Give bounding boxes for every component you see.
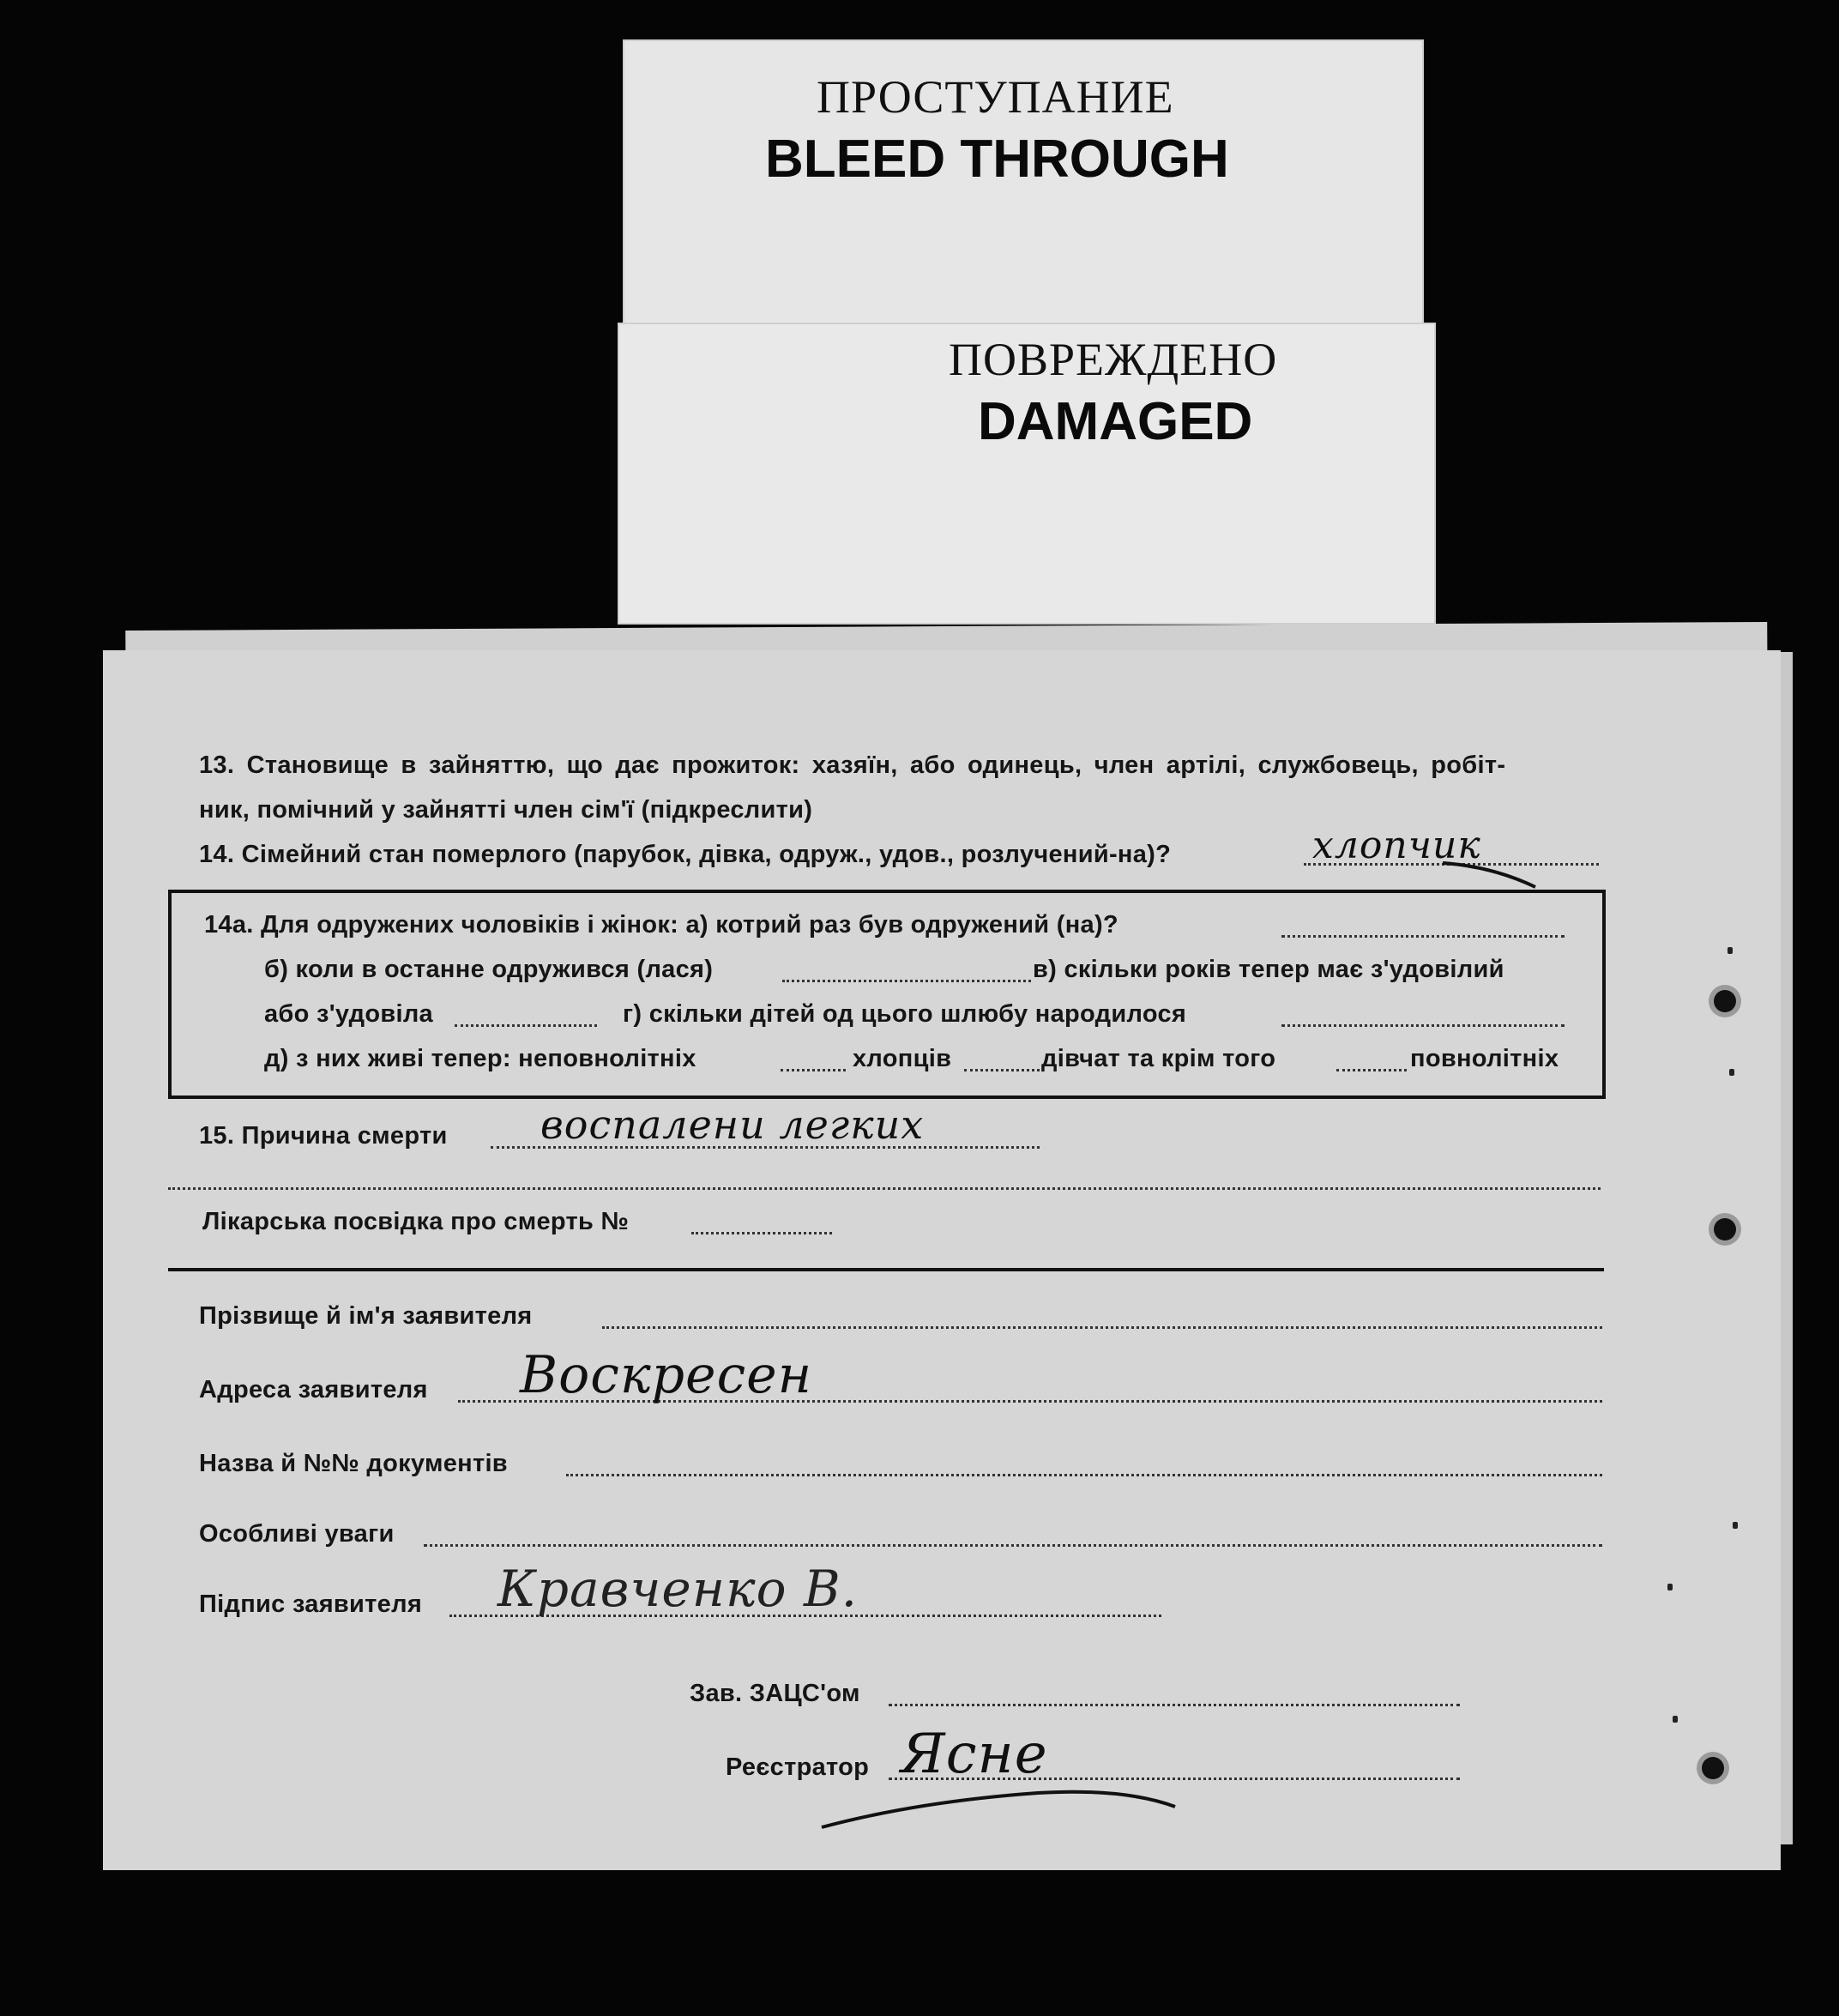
speck	[1673, 1716, 1678, 1723]
q14a-v-label: в) скільки років тепер має з'удовілий	[1033, 956, 1504, 983]
q14a-v2-label: або з'удовіла	[264, 1000, 433, 1028]
q14-marital-status: 14. Сімейний стан померлого (парубок, дівка, одруж., удов., розлучений-на)?	[199, 841, 1172, 868]
registrar-signature-handwritten: Ясне	[901, 1723, 1048, 1786]
punch-hole	[1702, 1757, 1724, 1779]
remarks-line	[424, 1544, 1602, 1547]
q13-line1: 13. Становище в зайняттю, що дає прожиток: хазяїн, або одинець, член артілі, службовець, робіт-	[199, 751, 1506, 779]
bleed-through-card	[623, 39, 1424, 324]
q15-extra-line	[168, 1187, 1601, 1190]
documents-line	[566, 1474, 1602, 1476]
documents-label: Назва й №№ документів	[199, 1450, 508, 1477]
registrar-signature-flourish	[815, 1767, 1184, 1836]
q14a-g-answer-line	[1281, 1024, 1565, 1027]
bleed-through-label-ru: ПРОСТУПАНИЕ	[817, 71, 1174, 123]
q14a-b-label: б) коли в останне одружився (лася)	[264, 956, 714, 983]
q14-answer-handwritten: хлопчик	[1312, 824, 1481, 867]
q14a-girls-line	[1336, 1069, 1407, 1071]
remarks-label: Особливі уваги	[199, 1520, 395, 1548]
q14-answer-flourish	[1441, 858, 1544, 892]
damaged-label-en: DAMAGED	[978, 392, 1253, 451]
punch-hole	[1714, 1218, 1736, 1240]
q13-line2: ник, помічний у зайнятті член сім'ї (підкреслити)	[199, 796, 813, 824]
medical-certificate-label: Лікарська посвідка про смерть №	[202, 1208, 630, 1235]
applicant-address-handwritten: Воскресен	[520, 1345, 813, 1405]
speck	[1667, 1584, 1673, 1590]
q14a-d-label: д) з них живі тепер: неповнолітніх	[264, 1045, 696, 1072]
applicant-name-line	[602, 1326, 1602, 1329]
speck	[1729, 1069, 1734, 1076]
damaged-card	[618, 323, 1436, 625]
q14a-boys-line	[964, 1069, 1040, 1071]
q14a-d-minors-line	[781, 1069, 846, 1071]
applicant-address-label: Адреса заявителя	[199, 1376, 428, 1403]
q14a-g-label: г) скільки дітей од цього шлюбу народилося	[623, 1000, 1187, 1028]
q14a-girls-label: дівчат та крім того	[1041, 1045, 1276, 1072]
q14a-boys-label: хлопців	[853, 1045, 952, 1072]
q15-cause-of-death: 15. Причина смерти	[199, 1122, 448, 1150]
head-zags-label: Зав. ЗАЦС'ом	[690, 1680, 860, 1707]
q14a-b-answer-line	[782, 980, 1031, 982]
applicant-signature-handwritten: Кравченко В.	[497, 1560, 859, 1618]
registrar-label: Реєстратор	[726, 1753, 870, 1781]
applicant-signature-label: Підпис заявителя	[199, 1590, 423, 1618]
q14a-adults-label: повнолітніх	[1410, 1045, 1559, 1072]
applicant-name-label: Прізвище й ім'я заявителя	[199, 1302, 533, 1330]
death-record-form	[103, 650, 1781, 1870]
section-divider	[168, 1268, 1604, 1271]
q14a-v-answer-line	[455, 1024, 597, 1027]
punch-hole	[1714, 990, 1736, 1012]
q15-answer-handwritten: воспалени легких	[540, 1102, 925, 1148]
head-zags-line	[889, 1704, 1460, 1706]
bleed-through-label-en: BLEED THROUGH	[765, 130, 1229, 189]
q14a-a-answer-line	[1281, 935, 1565, 938]
q14a-line1: 14а. Для одружених чоловіків і жінок: а) котрий раз був одружений (на)?	[204, 911, 1118, 939]
medical-certificate-line	[691, 1232, 832, 1234]
speck	[1727, 947, 1733, 954]
damaged-label-ru: ПОВРЕЖДЕНО	[949, 334, 1278, 385]
speck	[1733, 1522, 1738, 1529]
